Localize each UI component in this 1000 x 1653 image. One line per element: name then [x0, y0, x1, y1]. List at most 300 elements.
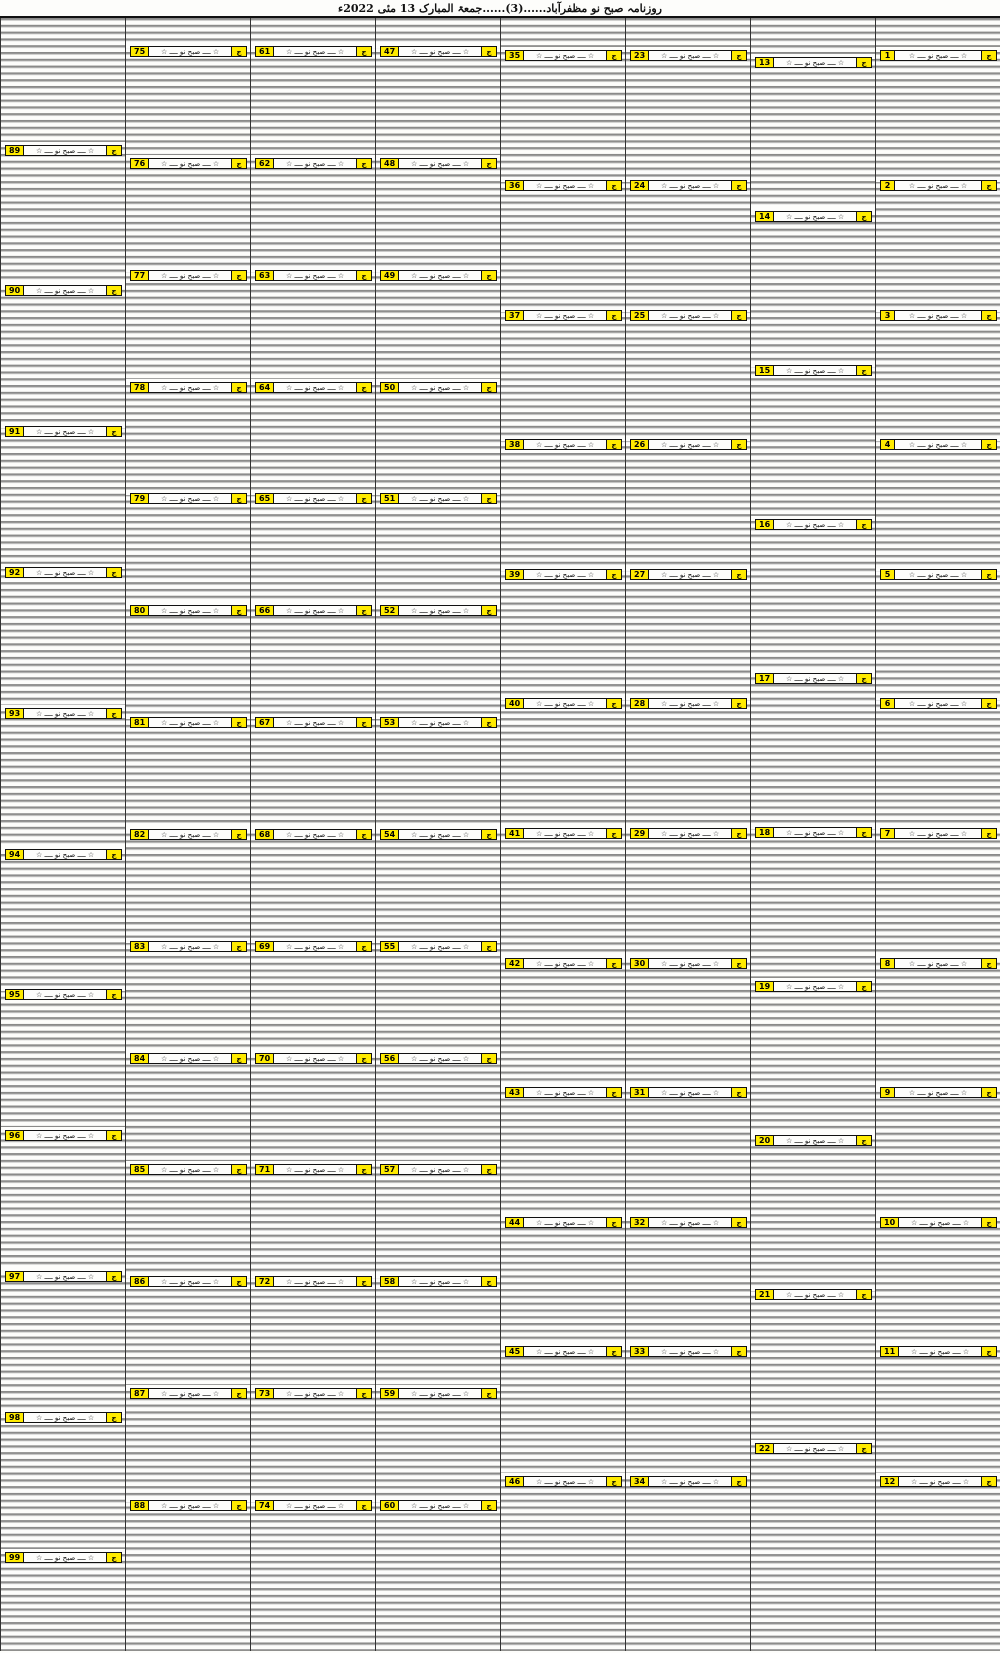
ad-header-label: ☆ ــــ صبح نو ــــ ☆ — [410, 1277, 470, 1286]
ad-header — [5, 567, 122, 578]
ad-number: 5 — [881, 570, 895, 579]
column-7 — [750, 18, 876, 1651]
ad-badge: ج — [606, 1347, 621, 1356]
ad-header — [130, 382, 247, 393]
ad-header-label: ☆ ــــ صبح نو ــــ ☆ — [160, 718, 220, 727]
ad-header — [380, 1164, 497, 1175]
ad-badge: ج — [106, 1131, 121, 1140]
ad-number: 82 — [131, 830, 149, 839]
ad-badge: ج — [356, 1165, 371, 1174]
ad-header — [380, 493, 497, 504]
ad-header — [5, 1130, 122, 1141]
ad-header-label: ☆ ــــ صبح نو ــــ ☆ — [908, 829, 968, 838]
ad-badge: ج — [356, 942, 371, 951]
ad-header-label: ☆ ــــ صبح نو ــــ ☆ — [285, 1501, 345, 1510]
ad-header-label: ☆ ــــ صبح نو ــــ ☆ — [535, 1347, 595, 1356]
ad-header-label: ☆ ــــ صبح نو ــــ ☆ — [535, 1088, 595, 1097]
ad-header-label: ☆ ــــ صبح نو ــــ ☆ — [660, 829, 720, 838]
ad-header — [5, 1412, 122, 1423]
ad-header — [255, 605, 372, 616]
ad-badge: ج — [481, 942, 496, 951]
ad-header — [5, 145, 122, 156]
ad-header-label: ☆ ــــ صبح نو ــــ ☆ — [910, 1477, 970, 1486]
ad-header — [255, 46, 372, 57]
ad-header — [755, 827, 872, 838]
ad-header-label: ☆ ــــ صبح نو ــــ ☆ — [35, 1553, 95, 1562]
ad-header-label: ☆ ــــ صبح نو ــــ ☆ — [160, 159, 220, 168]
ad-header-label: ☆ ــــ صبح نو ــــ ☆ — [908, 570, 968, 579]
ad-header-label: ☆ ــــ صبح نو ــــ ☆ — [785, 828, 845, 837]
ad-header — [880, 50, 997, 61]
ad-header-label: ☆ ــــ صبح نو ــــ ☆ — [410, 1501, 470, 1510]
ad-header — [130, 605, 247, 616]
ad-header-label: ☆ ــــ صبح نو ــــ ☆ — [160, 1054, 220, 1063]
ad-number: 50 — [381, 383, 399, 392]
ad-header — [630, 310, 747, 321]
ad-header-label: ☆ ــــ صبح نو ــــ ☆ — [160, 1501, 220, 1510]
ad-badge: ج — [481, 494, 496, 503]
ad-badge: ج — [106, 427, 121, 436]
ad-header — [630, 1217, 747, 1228]
ad-number: 45 — [506, 1347, 524, 1356]
ad-header-label: ☆ ــــ صبح نو ــــ ☆ — [660, 1347, 720, 1356]
ad-number: 77 — [131, 271, 149, 280]
ad-badge: ج — [106, 990, 121, 999]
ad-number: 75 — [131, 47, 149, 56]
ad-header-label: ☆ ــــ صبح نو ــــ ☆ — [660, 440, 720, 449]
ad-header — [5, 1271, 122, 1282]
ad-header — [255, 1388, 372, 1399]
ad-number: 69 — [256, 942, 274, 951]
ad-header — [630, 180, 747, 191]
column-5 — [500, 18, 626, 1651]
ad-number: 64 — [256, 383, 274, 392]
ad-header — [5, 1552, 122, 1563]
ad-header — [380, 46, 497, 57]
ad-header-label: ☆ ــــ صبح نو ــــ ☆ — [160, 383, 220, 392]
ad-number: 90 — [6, 286, 24, 295]
ad-header-label: ☆ ــــ صبح نو ــــ ☆ — [285, 271, 345, 280]
ad-header-label: ☆ ــــ صبح نو ــــ ☆ — [660, 311, 720, 320]
ad-badge: ج — [731, 1347, 746, 1356]
ad-number: 65 — [256, 494, 274, 503]
ad-header-label: ☆ ــــ صبح نو ــــ ☆ — [660, 181, 720, 190]
ad-number: 96 — [6, 1131, 24, 1140]
ad-badge: ج — [481, 271, 496, 280]
ad-header — [255, 270, 372, 281]
ad-number: 17 — [756, 674, 774, 683]
ad-badge: ج — [356, 383, 371, 392]
ad-badge: ج — [231, 494, 246, 503]
ad-header — [755, 1443, 872, 1454]
ad-number: 87 — [131, 1389, 149, 1398]
ad-badge: ج — [856, 212, 871, 221]
ad-number: 66 — [256, 606, 274, 615]
ad-header — [630, 569, 747, 580]
ad-badge: ج — [856, 1444, 871, 1453]
ad-header-label: ☆ ــــ صبح نو ــــ ☆ — [535, 51, 595, 60]
ad-header-label: ☆ ــــ صبح نو ــــ ☆ — [535, 1477, 595, 1486]
column-3 — [250, 18, 376, 1651]
ad-badge: ج — [356, 606, 371, 615]
ad-header — [130, 1053, 247, 1064]
ad-header — [630, 958, 747, 969]
ad-header-label: ☆ ــــ صبح نو ــــ ☆ — [35, 709, 95, 718]
ad-badge: ج — [856, 366, 871, 375]
ad-badge: ج — [106, 568, 121, 577]
ad-header — [505, 50, 622, 61]
ad-badge: ج — [106, 286, 121, 295]
ad-header-label: ☆ ــــ صبح نو ــــ ☆ — [785, 1290, 845, 1299]
masthead — [0, 0, 1000, 18]
ad-badge: ج — [981, 959, 996, 968]
ad-header-label: ☆ ــــ صبح نو ــــ ☆ — [535, 959, 595, 968]
ad-badge: ج — [981, 1218, 996, 1227]
ad-header-label: ☆ ــــ صبح نو ــــ ☆ — [35, 568, 95, 577]
ad-header-label: ☆ ــــ صبح نو ــــ ☆ — [535, 829, 595, 838]
ad-badge: ج — [981, 570, 996, 579]
ad-badge: ج — [481, 159, 496, 168]
ad-header — [880, 1217, 997, 1228]
ad-header — [130, 46, 247, 57]
column-4 — [375, 18, 501, 1651]
ad-header-label: ☆ ــــ صبح نو ــــ ☆ — [160, 942, 220, 951]
ad-header-label: ☆ ــــ صبح نو ــــ ☆ — [410, 1389, 470, 1398]
ad-header — [755, 1289, 872, 1300]
ad-header — [255, 1500, 372, 1511]
ad-header — [380, 605, 497, 616]
ad-badge: ج — [606, 829, 621, 838]
ad-header-label: ☆ ــــ صبح نو ــــ ☆ — [410, 942, 470, 951]
ad-header — [880, 1476, 997, 1487]
ad-header — [130, 717, 247, 728]
ad-header-label: ☆ ــــ صبح نو ــــ ☆ — [35, 1131, 95, 1140]
ad-header — [505, 569, 622, 580]
ad-number: 38 — [506, 440, 524, 449]
ad-header-label: ☆ ــــ صبح نو ــــ ☆ — [785, 212, 845, 221]
ad-header — [255, 1276, 372, 1287]
ad-badge: ج — [481, 1165, 496, 1174]
ad-header-label: ☆ ــــ صبح نو ــــ ☆ — [785, 1136, 845, 1145]
ad-header — [755, 211, 872, 222]
ad-badge: ج — [106, 850, 121, 859]
ad-header-label: ☆ ــــ صبح نو ــــ ☆ — [410, 47, 470, 56]
ad-header — [255, 493, 372, 504]
ad-badge: ج — [356, 1054, 371, 1063]
ad-header-label: ☆ ــــ صبح نو ــــ ☆ — [285, 494, 345, 503]
ad-header-label: ☆ ــــ صبح نو ــــ ☆ — [535, 181, 595, 190]
masthead-title: روزنامہ صبح نو مظفرآباد......(3)......جمعۃ المبارک 13 مئی 2022ء — [338, 1, 662, 15]
ad-badge: ج — [356, 494, 371, 503]
ad-number: 98 — [6, 1413, 24, 1422]
ad-number: 99 — [6, 1553, 24, 1562]
ad-number: 97 — [6, 1272, 24, 1281]
ad-header-label: ☆ ــــ صبح نو ــــ ☆ — [910, 1218, 970, 1227]
ad-number: 19 — [756, 982, 774, 991]
ad-number: 39 — [506, 570, 524, 579]
ad-header — [505, 1087, 622, 1098]
ad-header-label: ☆ ــــ صبح نو ــــ ☆ — [660, 1218, 720, 1227]
ad-badge: ج — [606, 181, 621, 190]
ad-badge: ج — [856, 1136, 871, 1145]
ad-header — [630, 1087, 747, 1098]
column-6 — [625, 18, 751, 1651]
ad-header — [380, 941, 497, 952]
ad-header-label: ☆ ــــ صبح نو ــــ ☆ — [160, 494, 220, 503]
ad-header-label: ☆ ــــ صبح نو ــــ ☆ — [285, 1277, 345, 1286]
ad-number: 21 — [756, 1290, 774, 1299]
ad-badge: ج — [606, 1088, 621, 1097]
ad-badge: ج — [731, 311, 746, 320]
ad-header-label: ☆ ــــ صبح نو ــــ ☆ — [410, 1054, 470, 1063]
ad-number: 88 — [131, 1501, 149, 1510]
ad-badge: ج — [356, 830, 371, 839]
ad-header-label: ☆ ــــ صبح نو ــــ ☆ — [285, 47, 345, 56]
ad-number: 15 — [756, 366, 774, 375]
ad-header — [380, 829, 497, 840]
ad-number: 9 — [881, 1088, 895, 1097]
ad-header-label: ☆ ــــ صبح نو ــــ ☆ — [908, 181, 968, 190]
ad-header — [505, 180, 622, 191]
ad-number: 94 — [6, 850, 24, 859]
ad-badge: ج — [231, 383, 246, 392]
ad-badge: ج — [606, 51, 621, 60]
ad-badge: ج — [231, 271, 246, 280]
ad-header — [380, 270, 497, 281]
ad-header — [880, 1087, 997, 1098]
ad-number: 3 — [881, 311, 895, 320]
ad-badge: ج — [356, 1501, 371, 1510]
ad-header-label: ☆ ــــ صبح نو ــــ ☆ — [285, 1054, 345, 1063]
ad-number: 32 — [631, 1218, 649, 1227]
column-8 — [875, 18, 1000, 1651]
ad-header-label: ☆ ــــ صبح نو ــــ ☆ — [410, 383, 470, 392]
ad-header-label: ☆ ــــ صبح نو ــــ ☆ — [910, 1347, 970, 1356]
ad-header — [880, 310, 997, 321]
ad-header-label: ☆ ــــ صبح نو ــــ ☆ — [410, 718, 470, 727]
ad-badge: ج — [231, 1389, 246, 1398]
ad-number: 25 — [631, 311, 649, 320]
ad-badge: ج — [481, 47, 496, 56]
ad-number: 89 — [6, 146, 24, 155]
ad-header — [5, 989, 122, 1000]
ad-badge: ج — [231, 718, 246, 727]
ad-header — [630, 50, 747, 61]
ad-header — [380, 158, 497, 169]
ad-header — [130, 829, 247, 840]
ad-header-label: ☆ ــــ صبح نو ــــ ☆ — [660, 570, 720, 579]
ad-header-label: ☆ ــــ صبح نو ــــ ☆ — [410, 271, 470, 280]
ad-header-label: ☆ ــــ صبح نو ــــ ☆ — [908, 959, 968, 968]
ad-header — [380, 717, 497, 728]
column-2 — [125, 18, 251, 1651]
ad-badge: ج — [731, 181, 746, 190]
ad-header — [5, 285, 122, 296]
ad-header-label: ☆ ــــ صبح نو ــــ ☆ — [160, 830, 220, 839]
ad-badge: ج — [231, 47, 246, 56]
ad-badge: ج — [981, 181, 996, 190]
ad-badge: ج — [731, 1218, 746, 1227]
ad-header-label: ☆ ــــ صبح نو ــــ ☆ — [35, 850, 95, 859]
ad-number: 20 — [756, 1136, 774, 1145]
ad-badge: ج — [731, 959, 746, 968]
ad-badge: ج — [231, 1501, 246, 1510]
ad-number: 79 — [131, 494, 149, 503]
ad-number: 40 — [506, 699, 524, 708]
ad-header-label: ☆ ــــ صبح نو ــــ ☆ — [285, 159, 345, 168]
ad-badge: ج — [356, 1277, 371, 1286]
ad-number: 16 — [756, 520, 774, 529]
ad-number: 22 — [756, 1444, 774, 1453]
ad-number: 18 — [756, 828, 774, 837]
ad-number: 36 — [506, 181, 524, 190]
ad-header-label: ☆ ــــ صبح نو ــــ ☆ — [35, 146, 95, 155]
ad-header-label: ☆ ــــ صبح نو ــــ ☆ — [35, 286, 95, 295]
ad-header-label: ☆ ــــ صبح نو ــــ ☆ — [785, 366, 845, 375]
ad-number: 35 — [506, 51, 524, 60]
ad-number: 93 — [6, 709, 24, 718]
ad-number: 11 — [881, 1347, 899, 1356]
ad-number: 67 — [256, 718, 274, 727]
ad-badge: ج — [856, 982, 871, 991]
ad-header-label: ☆ ــــ صبح نو ــــ ☆ — [660, 1088, 720, 1097]
ad-number: 85 — [131, 1165, 149, 1174]
ad-number: 83 — [131, 942, 149, 951]
ad-header-label: ☆ ــــ صبح نو ــــ ☆ — [660, 959, 720, 968]
ad-header — [380, 1276, 497, 1287]
ad-number: 8 — [881, 959, 895, 968]
ad-header-label: ☆ ــــ صبح نو ــــ ☆ — [660, 51, 720, 60]
ad-header — [630, 698, 747, 709]
ad-header-label: ☆ ــــ صبح نو ــــ ☆ — [785, 1444, 845, 1453]
ad-badge: ج — [106, 709, 121, 718]
ad-badge: ج — [731, 440, 746, 449]
ad-header — [755, 1135, 872, 1146]
ad-badge: ج — [481, 718, 496, 727]
ad-header-label: ☆ ــــ صبح نو ــــ ☆ — [160, 1277, 220, 1286]
ad-header-label: ☆ ــــ صبح نو ــــ ☆ — [535, 311, 595, 320]
ad-number: 43 — [506, 1088, 524, 1097]
ad-number: 59 — [381, 1389, 399, 1398]
ad-badge: ج — [356, 47, 371, 56]
ad-number: 56 — [381, 1054, 399, 1063]
ad-badge: ج — [481, 1054, 496, 1063]
ad-header-label: ☆ ــــ صبح نو ــــ ☆ — [535, 1218, 595, 1227]
ad-header — [255, 1053, 372, 1064]
ad-header-label: ☆ ــــ صبح نو ــــ ☆ — [908, 699, 968, 708]
ad-header — [130, 1276, 247, 1287]
ad-header — [130, 941, 247, 952]
ad-number: 55 — [381, 942, 399, 951]
ad-number: 46 — [506, 1477, 524, 1486]
ad-header — [880, 569, 997, 580]
ad-badge: ج — [481, 606, 496, 615]
ad-badge: ج — [231, 1277, 246, 1286]
ad-header-label: ☆ ــــ صبح نو ــــ ☆ — [160, 606, 220, 615]
ad-number: 49 — [381, 271, 399, 280]
ad-badge: ج — [481, 1501, 496, 1510]
ad-header — [505, 1217, 622, 1228]
ad-badge: ج — [231, 159, 246, 168]
ad-header — [130, 158, 247, 169]
ad-number: 61 — [256, 47, 274, 56]
ad-badge: ج — [481, 383, 496, 392]
ad-badge: ج — [856, 674, 871, 683]
ad-badge: ج — [606, 440, 621, 449]
ad-number: 72 — [256, 1277, 274, 1286]
ad-number: 24 — [631, 181, 649, 190]
ad-header — [505, 828, 622, 839]
ad-badge: ج — [231, 1054, 246, 1063]
ad-badge: ج — [356, 718, 371, 727]
ad-number: 53 — [381, 718, 399, 727]
ad-header-label: ☆ ــــ صبح نو ــــ ☆ — [785, 58, 845, 67]
ad-header-label: ☆ ــــ صبح نو ــــ ☆ — [285, 718, 345, 727]
ad-number: 47 — [381, 47, 399, 56]
ad-badge: ج — [231, 942, 246, 951]
ad-number: 2 — [881, 181, 895, 190]
ad-header-label: ☆ ــــ صبح نو ــــ ☆ — [285, 1389, 345, 1398]
ad-number: 34 — [631, 1477, 649, 1486]
ad-number: 73 — [256, 1389, 274, 1398]
ad-number: 48 — [381, 159, 399, 168]
column-text — [1, 18, 126, 1651]
ad-badge: ج — [606, 959, 621, 968]
ad-header-label: ☆ ــــ صبح نو ــــ ☆ — [160, 271, 220, 280]
ad-header-label: ☆ ــــ صبح نو ــــ ☆ — [285, 606, 345, 615]
ad-header — [630, 1346, 747, 1357]
ad-header — [255, 717, 372, 728]
ad-badge: ج — [731, 51, 746, 60]
ad-badge: ج — [856, 520, 871, 529]
ad-number: 42 — [506, 959, 524, 968]
ad-header — [880, 439, 997, 450]
ad-header-label: ☆ ــــ صبح نو ــــ ☆ — [785, 520, 845, 529]
ad-number: 29 — [631, 829, 649, 838]
ad-header-label: ☆ ــــ صبح نو ــــ ☆ — [660, 1477, 720, 1486]
ad-header — [130, 1388, 247, 1399]
ad-badge: ج — [981, 440, 996, 449]
ad-badge: ج — [981, 1347, 996, 1356]
ad-number: 33 — [631, 1347, 649, 1356]
ad-badge: ج — [981, 1088, 996, 1097]
ad-number: 41 — [506, 829, 524, 838]
ad-number: 81 — [131, 718, 149, 727]
ad-header-label: ☆ ــــ صبح نو ــــ ☆ — [785, 674, 845, 683]
ad-badge: ج — [856, 1290, 871, 1299]
ad-number: 70 — [256, 1054, 274, 1063]
ad-number: 12 — [881, 1477, 899, 1486]
ad-number: 37 — [506, 311, 524, 320]
ad-number: 60 — [381, 1501, 399, 1510]
ad-badge: ج — [856, 828, 871, 837]
ad-header — [755, 519, 872, 530]
ad-header-label: ☆ ــــ صبح نو ــــ ☆ — [785, 982, 845, 991]
ad-header-label: ☆ ــــ صبح نو ــــ ☆ — [660, 699, 720, 708]
ad-header — [505, 310, 622, 321]
ad-badge: ج — [231, 830, 246, 839]
ad-header-label: ☆ ــــ صبح نو ــــ ☆ — [535, 570, 595, 579]
ad-number: 84 — [131, 1054, 149, 1063]
ad-header — [880, 180, 997, 191]
ad-badge: ج — [606, 699, 621, 708]
ad-header — [505, 1346, 622, 1357]
ad-number: 78 — [131, 383, 149, 392]
ad-header-label: ☆ ــــ صبح نو ــــ ☆ — [160, 47, 220, 56]
ad-badge: ج — [606, 570, 621, 579]
ad-badge: ج — [106, 1413, 121, 1422]
ad-header — [630, 1476, 747, 1487]
